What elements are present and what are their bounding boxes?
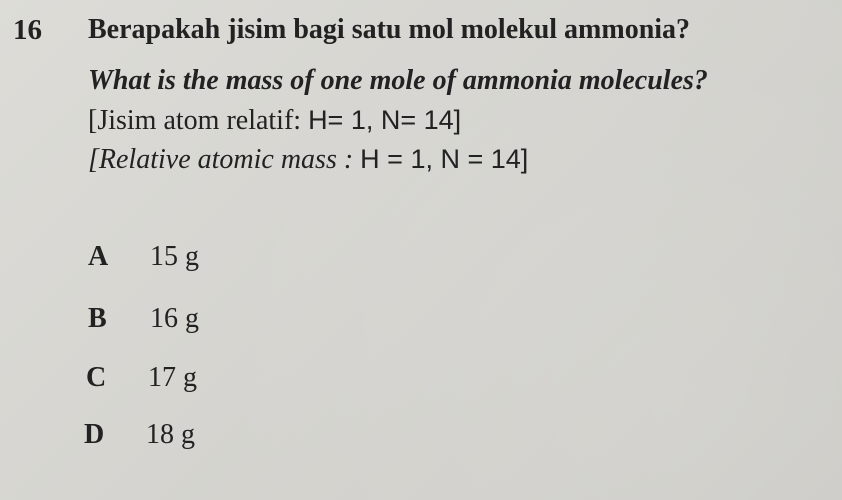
option-d[interactable] — [84, 418, 195, 452]
option-c[interactable] — [86, 361, 197, 395]
relative-mass-english-label: [Relative atomic mass : — [88, 144, 354, 175]
option-b-letter: B — [88, 303, 107, 334]
option-d-value: 18 g — [146, 419, 195, 450]
question-text-malay: Berapakah jisim bagi satu mol molekul ammonia? — [88, 14, 691, 45]
option-a-value: 15 g — [150, 241, 199, 272]
option-b[interactable] — [88, 302, 199, 336]
relative-mass-english — [88, 143, 528, 176]
relative-mass-malay — [88, 104, 461, 137]
question-number: 16 — [13, 14, 42, 46]
option-c-value: 17 g — [148, 362, 197, 393]
option-c-letter: C — [86, 362, 107, 393]
option-a[interactable] — [88, 240, 199, 274]
question-text-english: What is the mass of one mole of ammonia molecules? — [88, 65, 708, 96]
option-b-value: 16 g — [150, 303, 199, 334]
option-d-letter: D — [84, 419, 105, 450]
relative-mass-malay-label: [Jisim atom relatif: — [88, 105, 302, 136]
relative-mass-malay-formula: H= 1, N= 14] — [308, 105, 462, 135]
relative-mass-english-formula: H = 1, N = 14] — [360, 144, 529, 174]
option-a-letter: A — [88, 241, 109, 272]
